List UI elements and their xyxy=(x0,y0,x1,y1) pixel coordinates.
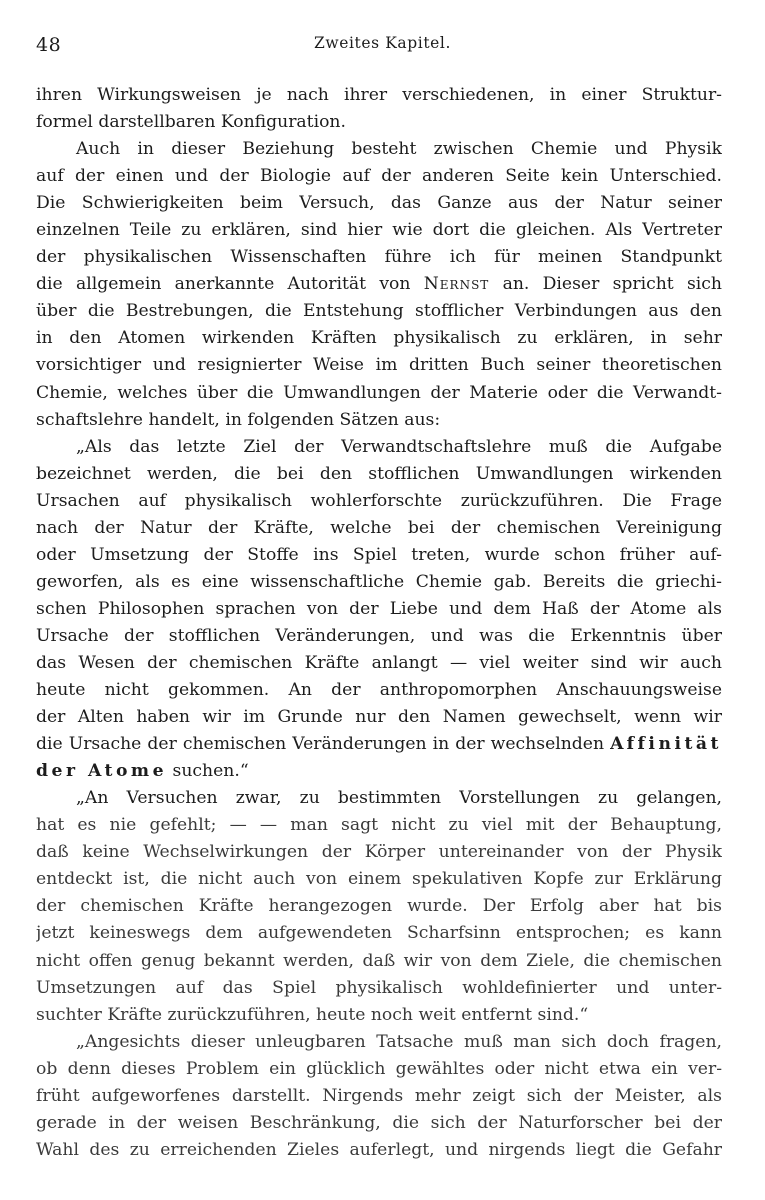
text-line: Chemie, welches über die Umwandlungen der Materie oder die Verwandt- xyxy=(36,382,722,403)
text-line: ob denn dieses Problem ein glücklich gewähltes oder nicht etwa ein ver- xyxy=(36,1058,722,1079)
text-line: Ursachen auf physikalisch wohlerforschte zurückzuführen. Die Frage xyxy=(36,490,722,511)
quote-start-line: „An Versuchen zwar, zu bestimmten Vorstellungen zu gelangen, xyxy=(76,788,722,809)
text-fragment: suchen.“ xyxy=(172,761,249,782)
text-line: daß keine Wechselwirkungen der Körper untereinander von der Physik xyxy=(36,842,722,863)
text-line xyxy=(36,271,722,298)
emphasis-affinitaet: Affinität xyxy=(610,734,722,755)
paragraph-start-line: Auch in dieser Beziehung besteht zwischen Chemie und Physik xyxy=(76,139,722,160)
text-line: Umsetzungen auf das Spiel physikalisch wohldefinierter und unter- xyxy=(36,977,722,998)
text-line: Die Schwierigkeiten beim Versuch, das Ganze aus der Natur seiner xyxy=(36,193,722,214)
text-line xyxy=(36,758,722,785)
emphasis-der-atome: der Atome xyxy=(36,761,168,782)
text-line: jetzt keineswegs dem aufgewendeten Scharfsinn entsprochen; es kann xyxy=(36,923,722,944)
text-line: über die Bestrebungen, die Entstehung stofflicher Verbindungen aus den xyxy=(36,301,722,322)
text-line: geworfen, als es eine wissenschaftliche Chemie gab. Bereits die griechi- xyxy=(36,571,722,592)
running-title: Zweites Kapitel. xyxy=(313,34,452,52)
text-line: früht aufgeworfenes darstellt. Nirgends mehr zeigt sich der Meister, als xyxy=(36,1085,722,1106)
text-line: schaftslehre handelt, in folgenden Sätzen aus: xyxy=(36,409,441,430)
author-name-nernst: Nernst xyxy=(423,274,490,295)
text-line: der chemischen Kräfte herangezogen wurde. Der Erfolg aber hat bis xyxy=(36,896,722,917)
text-line: einzelnen Teile zu erklären, sind hier wie dort die gleichen. Als Vertreter xyxy=(36,220,722,241)
text-line: entdeckt ist, die nicht auch von einem spekulativen Kopfe zur Erklärung xyxy=(36,869,722,890)
text-line: Wahl des zu erreichenden Zieles auferlegt, und nirgends liegt die Gefahr xyxy=(36,1139,722,1160)
text-fragment: die Ursache der chemischen Veränderungen in der wechselnden xyxy=(36,734,605,755)
text-fragment: an. Dieser spricht sich xyxy=(502,274,722,295)
text-line: nicht offen genug bekannt werden, daß wir von dem Ziele, die chemischen xyxy=(36,950,722,971)
quote-start-line: „Angesichts dieser unleugbaren Tatsache muß man sich doch fragen, xyxy=(76,1031,722,1052)
text-line: formel darstellbaren Konfiguration. xyxy=(36,112,346,133)
text-line: suchter Kräfte zurückzuführen, heute noch weit entfernt sind.“ xyxy=(36,1004,589,1025)
text-line: schen Philosophen sprachen von der Liebe und dem Haß der Atome als xyxy=(36,598,722,619)
text-line xyxy=(36,731,722,758)
text-line: nach der Natur der Kräfte, welche bei der chemischen Vereinigung xyxy=(36,517,722,538)
text-line: in den Atomen wirkenden Kräften physikalisch zu erklären, in sehr xyxy=(36,328,722,349)
text-line: Ursache der stofflichen Veränderungen, und was die Erkenntnis über xyxy=(36,625,722,646)
page-number: 48 xyxy=(36,34,62,56)
text-line: oder Umsetzung der Stoffe ins Spiel treten, wurde schon früher auf- xyxy=(36,544,722,565)
text-line: der physikalischen Wissenschaften führe ich für meinen Standpunkt xyxy=(36,247,722,268)
text-line: hat es nie gefehlt; — — man sagt nicht zu viel mit der Behauptung, xyxy=(36,815,722,836)
text-line: vorsichtiger und resignierter Weise im dritten Buch seiner theoretischen xyxy=(36,355,722,376)
text-line: das Wesen der chemischen Kräfte anlangt — viel weiter sind wir auch xyxy=(36,652,722,673)
text-line: auf der einen und der Biologie auf der anderen Seite kein Unterschied. xyxy=(36,166,722,187)
text-line: bezeichnet werden, die bei den stofflichen Umwandlungen wirkenden xyxy=(36,463,722,484)
quote-start-line: „Als das letzte Ziel der Verwandtschaftslehre muß die Aufgabe xyxy=(76,436,722,457)
text-fragment: die allgemein anerkannte Autorität von xyxy=(36,274,411,295)
text-line: ihren Wirkungsweisen je nach ihrer verschiedenen, in einer Struktur- xyxy=(36,85,722,105)
text-line: heute nicht gekommen. An der anthropomorphen Anschauungsweise xyxy=(36,680,722,701)
text-line: gerade in der weisen Beschränkung, die sich der Naturforscher bei der xyxy=(36,1112,722,1133)
body-text xyxy=(36,82,722,1164)
text-line: der Alten haben wir im Grunde nur den Namen gewechselt, wenn wir xyxy=(36,707,722,728)
